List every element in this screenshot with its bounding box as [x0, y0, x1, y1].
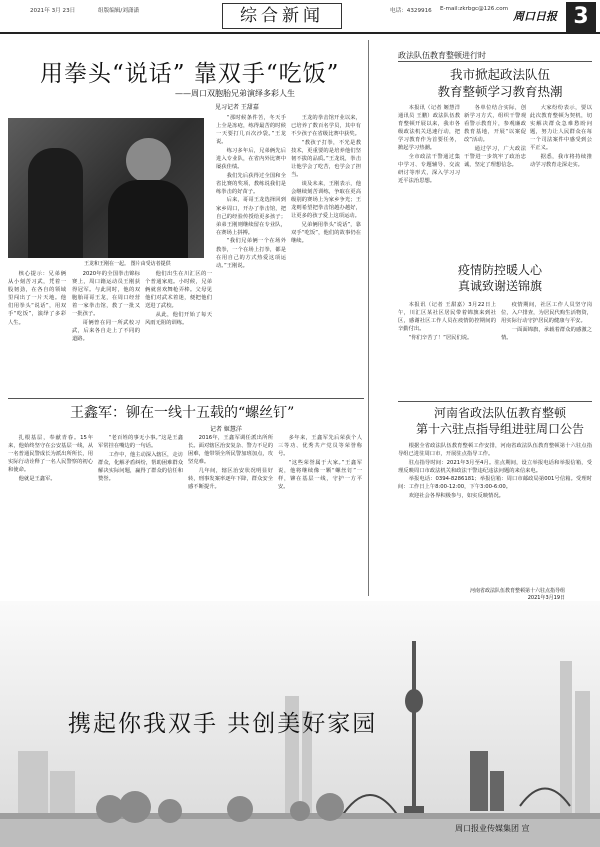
article-1-headline: 用拳头“说话” 靠双手“吃饭”: [40, 61, 340, 87]
newspaper-logo: 周口日报: [513, 10, 557, 23]
paragraph: 据悉，我市将持续推动学习教育走深走实。: [530, 154, 592, 169]
column-kicker: 政法队伍教育整顿进行时: [398, 51, 486, 60]
right-article-2-headline: 疫情防控暖人心 真诚致谢送锦旗: [457, 263, 542, 293]
paragraph: 各单位结合实际，创新学习方式，组织干警观看警示教育片，参观廉政教育基地，开展“以案促改”活动。: [464, 105, 526, 144]
paragraph: 本报讯（记者 王甜嘉）3月22日上午，川汇区某社区居民带着锦旗来到社区，感谢社区工作人员在疫情防控期间的辛勤付出。: [398, 302, 496, 333]
paragraph: “你们辛苦了！”居民们说。: [408, 334, 473, 341]
article-2-headline: 王鑫军：铆在一线十五载的“螺丝钉”: [70, 405, 295, 421]
paragraph: 兄弟俩用拳头“说话”，靠双手“吃饭”，他们的故事仍在继续。: [291, 221, 361, 244]
right-article-2-column: [398, 301, 496, 401]
paragraph: 哥俩曾在同一所武校习武，后来各自走上了不同的道路。: [72, 320, 140, 343]
article-1-byline: 见习记者 王甜嘉: [215, 104, 259, 111]
paragraph: “这些荣誉属于大家。”王鑫军说，他将继续像一颗“螺丝钉”一样，铆在基层一线，守护一方平安。: [278, 459, 362, 491]
article-2-column: [8, 434, 93, 599]
article-1-column: [216, 114, 286, 398]
page-editor: 组版编辑/刘潇潇: [98, 8, 140, 14]
divider: [398, 401, 592, 402]
page-header: [0, 0, 600, 34]
banner-sponsor: 周口报业传媒集团 宣: [455, 824, 530, 833]
paragraph: 谈及未来，王刚表示，他会继续刻苦训练，争取在更高级别的赛场上为家乡争光；王龙则希望把拳击馆越办越好，让更多的孩子爱上这项运动。: [291, 180, 361, 220]
notice-body: [398, 442, 592, 592]
article-1-photo-caption: 王龙和王刚在一起。 图片由受访者提供: [84, 261, 171, 267]
paragraph: 后来，哥哥王龙选择回到家乡周口，开办了拳击馆，把自己的经验传授给更多孩子；弟弟王刚则继续留在专业队，在赛场上拼搏。: [216, 197, 286, 236]
issue-date: 2021年 3月 23日: [30, 8, 76, 14]
section-title: 综合新闻: [222, 3, 342, 29]
right-article-1-column: [530, 104, 592, 332]
article-2-column: [188, 434, 273, 599]
article-2-column: [98, 434, 183, 599]
paragraph: 工作中，他主动深入辖区，走访群众，化解矛盾纠纷，帮助困难群众解决实际问题，赢得了群众的信任和赞誉。: [98, 451, 183, 482]
contact-phone: 电话：4329916: [390, 8, 432, 14]
paragraph: 他们出生在川汇区的一个普通家庭。小时候，兄弟俩就喜欢舞枪弄棒。父母见他们对武术着迷，便把他们送进了武校。: [145, 271, 212, 310]
article-1-subtitle: ——周口双胞胎兄弟演绎多彩人生: [175, 89, 295, 98]
paragraph: 多年来，王鑫军先后荣获个人三等功、优秀共产党员等荣誉称号。: [278, 435, 362, 458]
paragraph: 2020年的全国拳击锦标赛上，周口籍运动员王刚获得冠军。与此同时，他的双胞胎哥哥王龙，在周口经营着一家拳击馆，教了一批又一批孩子。: [72, 271, 140, 318]
right-article-1-headline: 我市掀起政法队伍 教育整顿学习教育热潮: [437, 67, 563, 99]
notice-signature: 河南省政法队伍教育整顿第十六驻点指导组 2021年3月19日: [470, 588, 566, 601]
paragraph: “教孩子打拳，不光是教技术，更重要的是培养他们坚韧不拔的品质。”王龙说，拳击让他学会了吃苦，也学会了担当。: [291, 139, 361, 179]
paragraph: 举报电话：0394-8286181；举报信箱：周口市邮政局第001号信箱。受理时间：工作日上午8:00-12:00，下午3:00-6:00。: [398, 476, 592, 491]
paragraph: “我们兄弟俩一个在场外教拳，一个在场上打拳，都是在用自己的方式热爱这项运动。”王刚说。: [216, 238, 286, 269]
paragraph: 本报讯（记者 姬慧洋 通讯员 王鹏）政法队伍教育整顿开展以来，我市各级政法机关迅速行动，把学习教育作为首要任务，掀起学习热潮。: [398, 105, 460, 152]
paragraph: 疫情期间，社区工作人员坚守岗位，入户排查，为居民代购生活物资，用实际行动守护居民的健康与平安。: [501, 302, 592, 325]
banner-slogan: 携起你我双手 共创美好家园: [68, 711, 378, 737]
paragraph: 王龙的拳击馆开业以来，已培养了数百名学员，其中有不少孩子在省级比赛中获奖。: [291, 115, 361, 138]
paragraph: 核心提示：兄弟俩从小刻苦习武，凭着一股韧劲，在各自的领域里闯出了一片天地。他们用拳头“说话”，用双手“吃饭”，演绎了多彩人生。: [8, 271, 66, 326]
article-1-column: [291, 114, 361, 398]
notice-headline: 河南省政法队伍教育整顿 第十六驻点指导组进驻周口公告: [415, 406, 584, 436]
paragraph: 欢迎社会各界积极参与，如实反映情况。: [408, 493, 504, 500]
paragraph: 大家纷纷表示，要以此次教育整顿为契机，切实解决群众急难愁盼问题，努力让人民群众在每一个司法案件中感受到公平正义。: [530, 105, 592, 152]
paragraph: 一面面锦旗，承载着群众的感激之情。: [501, 326, 592, 341]
divider: [368, 40, 369, 596]
right-article-2-column: [501, 301, 592, 401]
divider: [398, 61, 592, 62]
paragraph: “那时候条件苦，冬天手上全是冻疮，练得最苦的时候一天要打几百次沙袋。”王龙说。: [216, 115, 286, 146]
article-1-column: [145, 270, 212, 380]
paragraph: 我们先后获得过全国和全省比赛的奖项，教练说我们是练拳击的好苗子。: [216, 172, 286, 195]
article-2-column: [278, 434, 362, 599]
page-number: 3: [566, 2, 596, 32]
paragraph: 练习多年后，兄弟俩先后进入专业队，在省内外比赛中屡获佳绩。: [216, 147, 286, 171]
paragraph: 根据全省政法队伍教育整顿工作安排，河南省政法队伍教育整顿第十六驻点指导组已进驻周口市，开展驻点指导工作。: [398, 443, 592, 458]
paragraph: 驻点指导时间：2021年3月至4月。驻点期间，设立举报电话和举报信箱，受理反映周口市政法机关和政法干警违纪违法问题的来信来电。: [398, 459, 592, 474]
paragraph: 全市政法干警通过集中学习、专题辅导、交流研讨等形式，深入学习习近平法治思想。: [398, 154, 460, 185]
divider: [8, 398, 364, 399]
paragraph: 他就是王鑫军。: [18, 475, 56, 482]
paragraph: 从此，他们开始了每天风雨无阻的训练。: [145, 311, 212, 327]
paragraph: 2016年，王鑫军调任派出所所长。面对辖区治安复杂、警力不足的困难，他带领全所民警加班加点，攻坚克难。: [188, 435, 273, 466]
paragraph: 扎根基层，奉献青春。15年来，他始终坚守在公安基层一线，从一名普通民警成长为派出所所长，用实际行动诠释了一名人民警察的初心和使命。: [8, 435, 93, 474]
paragraph: 通过学习，广大政法干警进一步筑牢了政治忠诚，坚定了理想信念。: [464, 145, 526, 169]
paragraph: “老百姓的事无小事。”这是王鑫军常挂在嘴边的一句话。: [98, 435, 183, 450]
article-1-column: [72, 270, 140, 380]
article-1-column: [8, 270, 66, 380]
article-2-byline: 记者 姬慧洋: [210, 426, 242, 433]
paragraph: 几年间，辖区治安状况明显好转，刑事发案率逐年下降，群众安全感不断提升。: [188, 467, 273, 491]
article-1-photo: [8, 118, 204, 258]
right-article-1-column: [398, 104, 460, 332]
right-article-1-column: [464, 104, 526, 332]
contact-email: E-mail:zkrbgc@126.com: [440, 6, 509, 12]
